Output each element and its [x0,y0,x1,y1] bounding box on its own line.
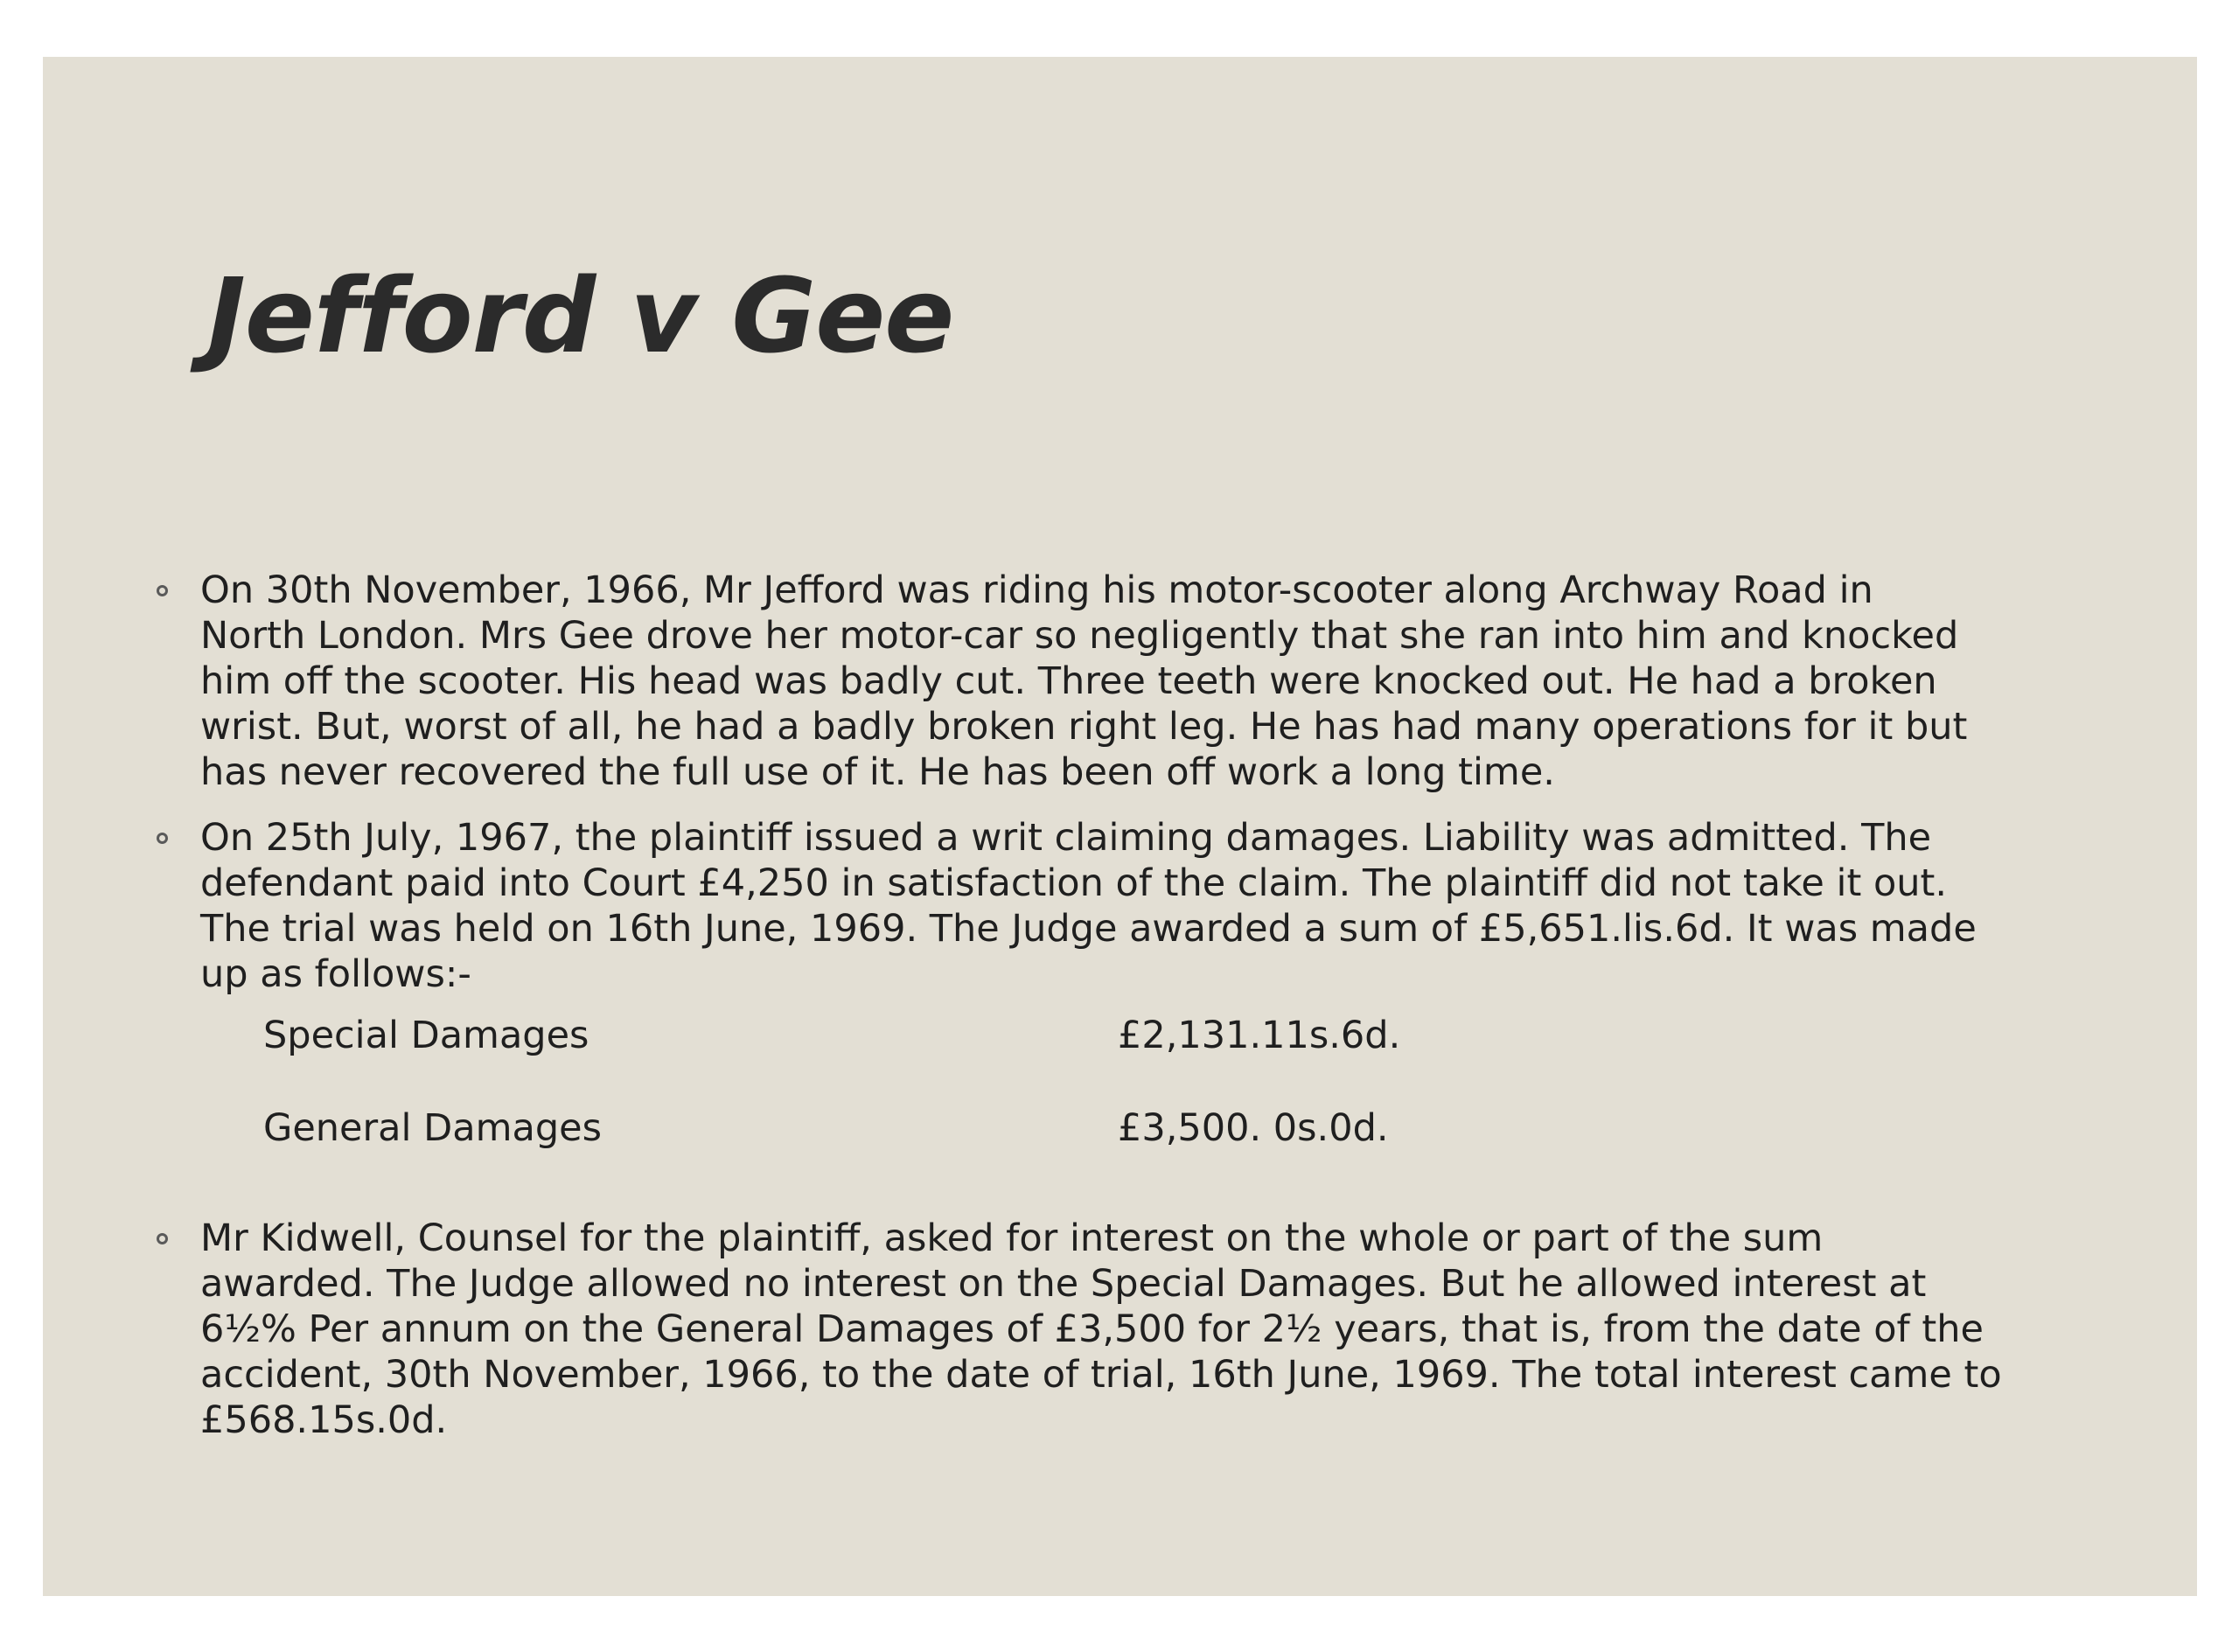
special-damages-label: Special Damages [263,1014,589,1057]
text-line: up as follows:- [200,952,471,996]
hollow-circle-bullet-icon [157,585,168,596]
text-line: On 30th November, 1966, Mr Jefford was riding his motor-scooter along Archway Road in [200,568,1873,612]
text-line: On 25th July, 1967, the plaintiff issued a writ claiming damages. Liability was admitted. The [200,816,1932,860]
text-line: £568.15s.0d. [200,1398,448,1442]
text-line: North London. Mrs Gee drove her motor-car so negligently that she ran into him and knocked [200,614,1959,658]
bullet-text [200,815,2133,997]
slide [43,57,2197,1596]
general-damages-label: General Damages [263,1106,602,1150]
special-damages-value: £2,131.11s.6d. [1118,1014,1401,1057]
text-line: The trial was held on 16th June, 1969. The Judge awarded a sum of £5,651.lis.6d. It was made [200,907,1977,951]
bullet-text [200,568,2133,795]
text-line: Mr Kidwell, Counsel for the plaintiff, asked for interest on the whole or part of the sum [200,1216,1824,1260]
text-line: awarded. The Judge allowed no interest on the Special Damages. But he allowed interest at [200,1262,1927,1306]
text-line: defendant paid into Court £4,250 in satisfaction of the claim. The plaintiff did not take it out. [200,861,1948,905]
text-line: him off the scooter. His head was badly cut. Three teeth were knocked out. He had a broken [200,659,1937,703]
text-line: has never recovered the full use of it. He has been off work a long time. [200,750,1555,794]
hollow-circle-bullet-icon [157,833,168,844]
general-damages-value: £3,500. 0s.0d. [1118,1106,1389,1150]
slide-title: Jefford v Gee [207,255,954,376]
text-line: accident, 30th November, 1966, to the date of trial, 16th June, 1969. The total interest came to [200,1353,2002,1397]
bullet-text [200,1216,2133,1443]
hollow-circle-bullet-icon [157,1233,168,1244]
text-line: wrist. But, worst of all, he had a badly broken right leg. He has had many operations for it but [200,705,1968,749]
text-line: 6½% Per annum on the General Damages of £3,500 for 2½ years, that is, from the date of the [200,1307,1984,1351]
